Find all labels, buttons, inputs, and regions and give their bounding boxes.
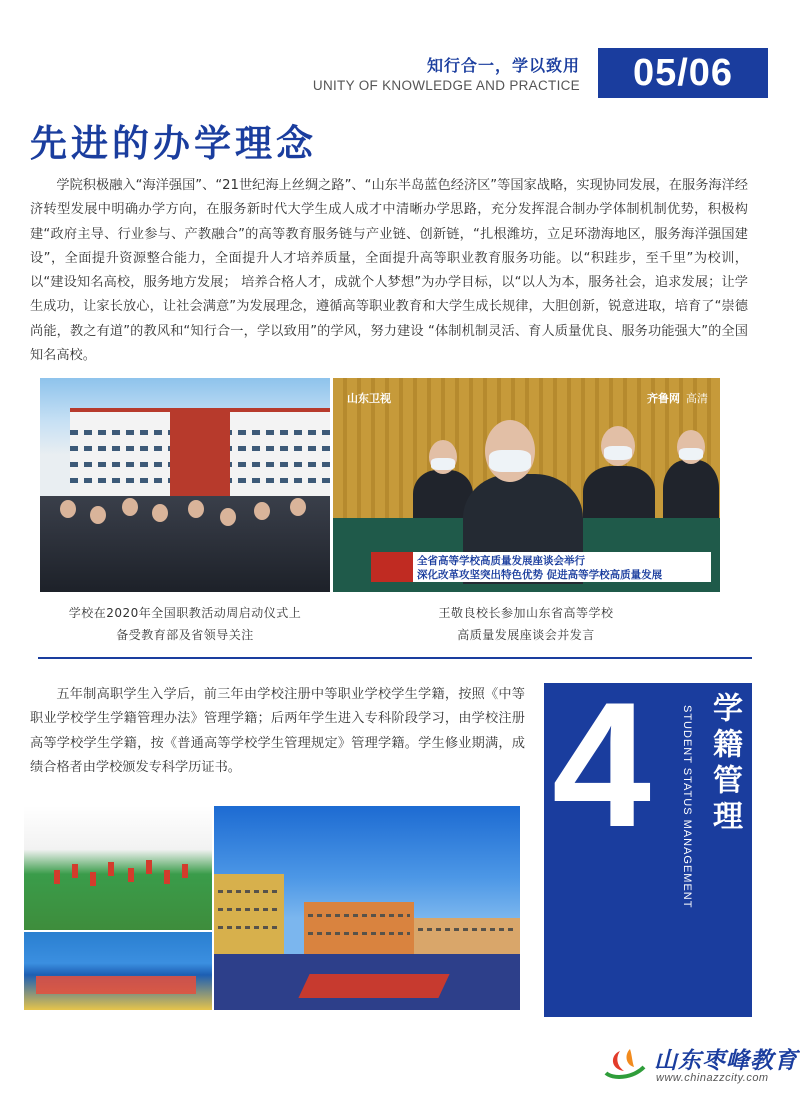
ceremony-caption [40, 602, 330, 646]
section-divider [38, 657, 752, 659]
brand-url: www.chinazzcity.com [656, 1072, 769, 1084]
hd-label: 高清 [686, 392, 708, 405]
ceremony-caption-line1: 学校在2020年全国职教活动周启动仪式上 [68, 606, 302, 620]
section-title-philosophy: 先进的办学理念 [30, 122, 317, 165]
section-title-english: STUDENT STATUS MANAGEMENT [681, 705, 693, 909]
campus-court-photo [214, 806, 520, 1010]
news-ticker [371, 552, 711, 582]
meeting-caption-line1: 王敬良校长参加山东省高等学校 [438, 606, 614, 620]
tv-channel-logo: 山东卫视 [347, 392, 391, 405]
crowd [40, 496, 330, 592]
brand-logo-icon [602, 1045, 648, 1081]
section-title-student-status: 学籍管理 [707, 692, 742, 836]
ceremony-caption-line2: 备受教育部及省领导关注 [116, 628, 254, 642]
sports-field-photo [24, 806, 212, 930]
ticker-headline: 全省高等学校高质量发展座谈会举行 [417, 555, 585, 567]
ceremony-photo [40, 378, 330, 592]
tv-meeting-photo [333, 378, 720, 592]
meeting-caption [332, 602, 720, 646]
section-number: 4 [552, 665, 651, 864]
slogan-english: UNITY OF KNOWLEDGE AND PRACTICE [312, 78, 580, 93]
ticker-subheadline: 深化改革攻坚突出特色优势 促进高等学校高质量发展 [417, 569, 663, 581]
meeting-caption-line2: 高质量发展座谈会并发言 [457, 628, 595, 642]
slogan-chinese: 知行合一，学以致用 [426, 56, 580, 75]
philosophy-paragraph: 学院积极融入“海洋强国”、“21世纪海上丝绸之路”、“山东半岛蓝色经济区”等国家战略，实现协同发展，在服务海洋经济转型发展中明确办学方向，在服务新时代大学生成人成才中清晰办学思路，充分发挥混合制办学体制机制优势，积极构建“政府主导、行业参与、产教融合”的高等教育服务链与产业链、创新链，“扎根潍坊，立足环渤海地区，服务海洋强国建设”，全面提升资源整合能力，全面提升人才培养质量，全面提升高等职业教育服务功能。以“积跬步，至千里”为校训，以“建设知名高校，服务地方发展； 培养合格人才，成就个人梦想”为办学目标，以“以人为本，服务社会，追求发展；让学生成功，让家长放心，让社会满意”为发展理念，遵循高等职业教育和大学生成长规律，大胆创新，锐意进取，培育了“崇德尚能，教之有道”的教风和“知行合一，学以致用”的学风，努力建设 “体制机制灵活、育人质量优良、服务功能强大”的全国知名高校。 [30, 178, 748, 364]
brand-logo-text: 山东枣峰教育 [654, 1048, 798, 1074]
student-status-paragraph: 五年制高职学生入学后，前三年由学校注册中等职业学校学生学籍，按照《中等职业学校学生学籍管理办法》管理学籍；后两年学生进入专科阶段学习，由学校注册高等学校学生学籍，按《普通高等学校学生管理规定》管理学籍。学生修业期满，成绩合格者由学校颁发专科学历证书。 [30, 687, 525, 775]
news-site-logo: 齐鲁网 [647, 392, 680, 405]
page-number-badge: 05/06 [598, 48, 768, 98]
gymnasium-photo [24, 932, 212, 1010]
